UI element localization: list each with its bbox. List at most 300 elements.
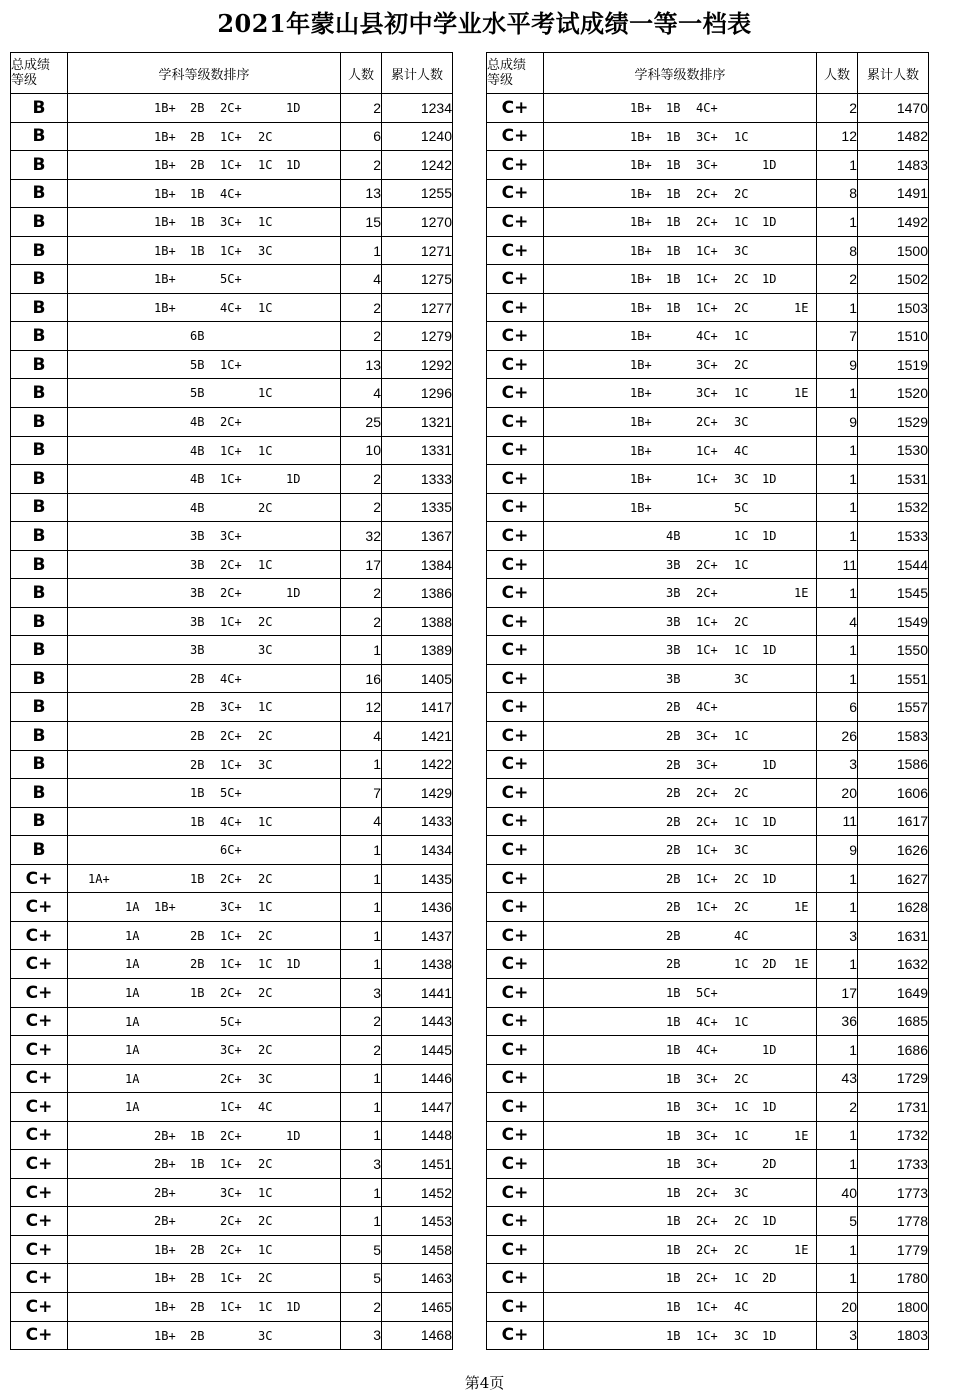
grade-token: 1B+ bbox=[630, 186, 652, 201]
table-row bbox=[487, 465, 929, 494]
grade-token: 3C+ bbox=[696, 386, 718, 401]
count-cell: 2 bbox=[341, 151, 382, 180]
count-cell: 2 bbox=[341, 465, 382, 494]
grade-header: 总成绩 等级 bbox=[11, 53, 68, 94]
count-cell: 1 bbox=[817, 1264, 858, 1293]
grade-token: 3C bbox=[734, 243, 749, 258]
table-row bbox=[487, 893, 929, 922]
cumulative-cell: 1388 bbox=[382, 607, 453, 636]
grade-cell: B bbox=[11, 493, 68, 522]
grade-token: 1C bbox=[734, 529, 749, 544]
grade-token: 2B bbox=[190, 928, 205, 943]
grade-cell: C+ bbox=[487, 151, 544, 180]
grade-cell: C+ bbox=[487, 1150, 544, 1179]
grade-cell: C+ bbox=[487, 807, 544, 836]
grade-token: 2B bbox=[190, 757, 205, 772]
count-cell: 1 bbox=[341, 836, 382, 865]
grade-cell: C+ bbox=[487, 265, 544, 294]
grade-cell: C+ bbox=[487, 893, 544, 922]
table-row bbox=[11, 1207, 453, 1236]
grade-cell: C+ bbox=[487, 836, 544, 865]
pattern-cell bbox=[544, 1207, 817, 1236]
count-cell: 8 bbox=[817, 179, 858, 208]
cumulative-cell: 1780 bbox=[858, 1264, 929, 1293]
grade-token: 1B bbox=[666, 1014, 681, 1029]
grade-token: 3C+ bbox=[696, 1100, 718, 1115]
grade-token: 1C+ bbox=[220, 129, 242, 144]
count-cell: 40 bbox=[817, 1178, 858, 1207]
cumulative-cell: 1441 bbox=[382, 978, 453, 1007]
table-row bbox=[487, 522, 929, 551]
cumulative-cell: 1617 bbox=[858, 807, 929, 836]
pattern-cell bbox=[68, 636, 341, 665]
grade-token: 1A bbox=[125, 1014, 140, 1029]
pattern-cell bbox=[68, 122, 341, 151]
grade-token: 2C bbox=[258, 729, 273, 744]
grade-token: 1C bbox=[734, 1014, 749, 1029]
grade-token: 1C bbox=[734, 329, 749, 344]
count-cell: 26 bbox=[817, 722, 858, 751]
pattern-cell bbox=[68, 1264, 341, 1293]
grade-token: 1B+ bbox=[630, 472, 652, 487]
cumulative-cell: 1434 bbox=[382, 836, 453, 865]
grade-cell: C+ bbox=[487, 722, 544, 751]
grade-cell: C+ bbox=[487, 522, 544, 551]
grade-token: 1B+ bbox=[630, 500, 652, 515]
table-row bbox=[487, 379, 929, 408]
grade-token: 2D bbox=[762, 957, 777, 972]
table-row bbox=[487, 807, 929, 836]
grade-cell: C+ bbox=[487, 1064, 544, 1093]
grade-cell: C+ bbox=[11, 950, 68, 979]
grade-token: 1C bbox=[258, 557, 273, 572]
grade-token: 3B bbox=[190, 557, 205, 572]
grade-cell: C+ bbox=[487, 950, 544, 979]
pattern-cell bbox=[544, 1093, 817, 1122]
grade-token: 2B bbox=[190, 1299, 205, 1314]
grade-token: 2B bbox=[666, 928, 681, 943]
count-cell: 2 bbox=[341, 1292, 382, 1321]
grade-token: 1D bbox=[762, 158, 777, 173]
count-cell: 9 bbox=[817, 350, 858, 379]
grade-cell: C+ bbox=[11, 1064, 68, 1093]
pattern-cell bbox=[544, 636, 817, 665]
grade-cell: C+ bbox=[487, 236, 544, 265]
grade-token: 1B+ bbox=[630, 329, 652, 344]
grade-token: 1B+ bbox=[630, 386, 652, 401]
grade-token: 1B+ bbox=[630, 443, 652, 458]
grade-token: 2D bbox=[762, 1157, 777, 1172]
table-row bbox=[487, 779, 929, 808]
left-table bbox=[10, 52, 453, 1350]
grade-token: 2B bbox=[190, 1242, 205, 1257]
cumulative-cell: 1429 bbox=[382, 779, 453, 808]
count-cell: 1 bbox=[817, 636, 858, 665]
table-row bbox=[487, 950, 929, 979]
grade-token: 3C bbox=[258, 757, 273, 772]
grade-token: 3B bbox=[666, 614, 681, 629]
grade-token: 2C+ bbox=[220, 729, 242, 744]
grade-token: 1B bbox=[666, 1043, 681, 1058]
table-row bbox=[487, 1235, 929, 1264]
grade-token: 1B+ bbox=[154, 1299, 176, 1314]
count-cell: 15 bbox=[341, 208, 382, 237]
count-cell: 1 bbox=[817, 664, 858, 693]
pattern-cell bbox=[544, 1235, 817, 1264]
count-cell: 1 bbox=[341, 921, 382, 950]
grade-token: 1D bbox=[762, 1100, 777, 1115]
cumulative-cell: 1389 bbox=[382, 636, 453, 665]
grade-token: 3C+ bbox=[696, 1128, 718, 1143]
cumulative-cell: 1384 bbox=[382, 550, 453, 579]
count-cell: 4 bbox=[341, 807, 382, 836]
count-cell: 17 bbox=[817, 978, 858, 1007]
grade-token: 1B+ bbox=[630, 129, 652, 144]
grade-token: 3B bbox=[666, 557, 681, 572]
grade-cell: B bbox=[11, 465, 68, 494]
grade-token: 2C bbox=[258, 1157, 273, 1172]
grade-cell: C+ bbox=[487, 1007, 544, 1036]
pattern-cell bbox=[68, 350, 341, 379]
grade-token: 1D bbox=[286, 586, 301, 601]
table-row bbox=[11, 1036, 453, 1065]
grade-token: 1B+ bbox=[630, 101, 652, 115]
grade-token: 3B bbox=[666, 671, 681, 686]
cumulative-cell: 1529 bbox=[858, 408, 929, 437]
count-cell: 11 bbox=[817, 807, 858, 836]
cumulative-cell: 1632 bbox=[858, 950, 929, 979]
cumulative-cell: 1483 bbox=[858, 151, 929, 180]
grade-token: 1C bbox=[258, 700, 273, 715]
table-row bbox=[11, 636, 453, 665]
grade-token: 1C+ bbox=[220, 614, 242, 629]
table-row bbox=[11, 836, 453, 865]
grade-token: 2B bbox=[666, 700, 681, 715]
pattern-cell bbox=[544, 836, 817, 865]
grade-cell: B bbox=[11, 322, 68, 351]
count-cell: 2 bbox=[341, 94, 382, 123]
grade-token: 2C bbox=[258, 1043, 273, 1058]
grade-token: 1B bbox=[666, 129, 681, 144]
grade-token: 5C bbox=[734, 500, 749, 515]
count-cell: 9 bbox=[817, 836, 858, 865]
grade-cell: C+ bbox=[487, 1207, 544, 1236]
table-row bbox=[11, 179, 453, 208]
grade-token: 1B bbox=[666, 1100, 681, 1115]
pattern-cell bbox=[68, 1292, 341, 1321]
table-row bbox=[11, 94, 453, 123]
grade-token: 4B bbox=[666, 529, 681, 544]
grade-token: 2B bbox=[190, 700, 205, 715]
grade-cell: C+ bbox=[487, 978, 544, 1007]
grade-token: 1B bbox=[666, 985, 681, 1000]
grade-cell: C+ bbox=[487, 1235, 544, 1264]
pattern-cell bbox=[68, 864, 341, 893]
grade-token: 1D bbox=[286, 101, 301, 115]
pattern-cell bbox=[544, 522, 817, 551]
grade-token: 1E bbox=[794, 586, 809, 601]
count-cell: 6 bbox=[817, 693, 858, 722]
grade-token: 1B+ bbox=[154, 1242, 176, 1257]
grade-cell: C+ bbox=[487, 664, 544, 693]
grade-token: 2C+ bbox=[220, 415, 242, 430]
grade-token: 1B bbox=[666, 1271, 681, 1286]
grade-token: 3C bbox=[258, 643, 273, 658]
grade-token: 1D bbox=[286, 1299, 301, 1314]
pattern-cell bbox=[544, 436, 817, 465]
pattern-cell bbox=[68, 94, 341, 123]
grade-token: 1D bbox=[286, 158, 301, 173]
grade-token: 2B+ bbox=[154, 1214, 176, 1229]
count-cell: 1 bbox=[817, 1121, 858, 1150]
table-row bbox=[11, 1007, 453, 1036]
grade-token: 1C bbox=[734, 814, 749, 829]
table-row bbox=[11, 265, 453, 294]
grade-cell: C+ bbox=[487, 1036, 544, 1065]
grade-cell: C+ bbox=[487, 1292, 544, 1321]
grade-token: 1E bbox=[794, 386, 809, 401]
table-row bbox=[11, 664, 453, 693]
grade-cell: B bbox=[11, 607, 68, 636]
table-row bbox=[11, 722, 453, 751]
pattern-cell bbox=[68, 1007, 341, 1036]
grade-token: 3B bbox=[190, 586, 205, 601]
pattern-cell bbox=[544, 550, 817, 579]
grade-token: 1B bbox=[666, 272, 681, 287]
grade-token: 2C+ bbox=[696, 1271, 718, 1286]
grade-cell: C+ bbox=[11, 1121, 68, 1150]
grade-cell: C+ bbox=[487, 1264, 544, 1293]
grade-token: 1C bbox=[258, 900, 273, 915]
grade-token: 1D bbox=[762, 1328, 777, 1343]
cumulative-cell: 1277 bbox=[382, 293, 453, 322]
pattern-cell bbox=[68, 579, 341, 608]
cumulative-cell: 1453 bbox=[382, 1207, 453, 1236]
count-cell: 1 bbox=[817, 522, 858, 551]
grade-token: 2B bbox=[190, 957, 205, 972]
cumulative-cell: 1779 bbox=[858, 1235, 929, 1264]
grade-cell: C+ bbox=[487, 864, 544, 893]
cumulative-cell: 1778 bbox=[858, 1207, 929, 1236]
count-cell: 7 bbox=[341, 779, 382, 808]
grade-token: 2B bbox=[190, 729, 205, 744]
grade-token: 1D bbox=[762, 272, 777, 287]
count-cell: 3 bbox=[341, 1150, 382, 1179]
grade-cell: B bbox=[11, 208, 68, 237]
count-cell: 5 bbox=[341, 1264, 382, 1293]
cumulative-cell: 1270 bbox=[382, 208, 453, 237]
cumulative-cell: 1627 bbox=[858, 864, 929, 893]
table-row bbox=[487, 1207, 929, 1236]
cumulative-cell: 1279 bbox=[382, 322, 453, 351]
pattern-cell bbox=[68, 465, 341, 494]
pattern-cell bbox=[544, 236, 817, 265]
cumulative-cell: 1451 bbox=[382, 1150, 453, 1179]
grade-token: 1C bbox=[258, 443, 273, 458]
cumulative-cell: 1557 bbox=[858, 693, 929, 722]
grade-token: 1C bbox=[734, 215, 749, 230]
count-cell: 1 bbox=[817, 379, 858, 408]
grade-token: 2B bbox=[666, 957, 681, 972]
grade-token: 3B bbox=[190, 643, 205, 658]
count-cell: 1 bbox=[341, 636, 382, 665]
count-cell: 2 bbox=[341, 1007, 382, 1036]
grade-token: 1B+ bbox=[630, 243, 652, 258]
table-row bbox=[487, 322, 929, 351]
grade-token: 2C bbox=[734, 186, 749, 201]
cumulative-cell: 1271 bbox=[382, 236, 453, 265]
count-cell: 5 bbox=[341, 1235, 382, 1264]
grade-token: 2C+ bbox=[220, 557, 242, 572]
count-cell: 36 bbox=[817, 1007, 858, 1036]
pattern-cell bbox=[68, 664, 341, 693]
count-cell: 1 bbox=[817, 1036, 858, 1065]
grade-token: 2B bbox=[666, 871, 681, 886]
count-cell: 1 bbox=[341, 950, 382, 979]
count-cell: 12 bbox=[817, 122, 858, 151]
grade-token: 1B+ bbox=[154, 1271, 176, 1286]
pattern-cell bbox=[544, 293, 817, 322]
table-row bbox=[11, 151, 453, 180]
grade-cell: C+ bbox=[11, 1321, 68, 1350]
cumulative-cell: 1240 bbox=[382, 122, 453, 151]
grade-token: 1E bbox=[794, 957, 809, 972]
cumulative-cell: 1732 bbox=[858, 1121, 929, 1150]
count-cell: 1 bbox=[341, 893, 382, 922]
grade-cell: C+ bbox=[487, 1321, 544, 1350]
grade-cell: C+ bbox=[487, 436, 544, 465]
grade-token: 1C bbox=[258, 215, 273, 230]
grade-token: 1D bbox=[286, 1128, 301, 1143]
grade-token: 4C+ bbox=[696, 1014, 718, 1029]
grade-token: 5C+ bbox=[220, 786, 242, 801]
cumulative-cell: 1234 bbox=[382, 94, 453, 123]
count-cell: 2 bbox=[341, 607, 382, 636]
grade-token: 2C+ bbox=[220, 1214, 242, 1229]
grade-cell: B bbox=[11, 151, 68, 180]
grade-token: 2B bbox=[666, 729, 681, 744]
table-row bbox=[487, 179, 929, 208]
pattern-cell bbox=[68, 950, 341, 979]
grade-token: 1B bbox=[666, 1242, 681, 1257]
table-row bbox=[11, 522, 453, 551]
grade-token: 4C+ bbox=[696, 700, 718, 715]
count-cell: 1 bbox=[341, 1064, 382, 1093]
grade-token: 2B bbox=[190, 101, 205, 115]
count-cell: 7 bbox=[817, 322, 858, 351]
pattern-cell bbox=[544, 1321, 817, 1350]
grade-token: 3C bbox=[734, 1328, 749, 1343]
pattern-cell bbox=[544, 693, 817, 722]
grade-token: 1A bbox=[125, 985, 140, 1000]
cumulative-cell: 1492 bbox=[858, 208, 929, 237]
pattern-cell bbox=[544, 864, 817, 893]
grade-token: 1B bbox=[666, 158, 681, 173]
table-row bbox=[11, 465, 453, 494]
table-row bbox=[487, 1036, 929, 1065]
grade-token: 1C+ bbox=[696, 643, 718, 658]
count-header: 人数 bbox=[817, 53, 858, 94]
table-row bbox=[487, 436, 929, 465]
grade-token: 1B+ bbox=[154, 243, 176, 258]
grade-cell: C+ bbox=[487, 1178, 544, 1207]
grade-token: 2B bbox=[190, 1271, 205, 1286]
cumulative-cell: 1519 bbox=[858, 350, 929, 379]
grade-token: 1B+ bbox=[630, 357, 652, 372]
grade-cell: B bbox=[11, 522, 68, 551]
grade-token: 1D bbox=[762, 871, 777, 886]
count-cell: 1 bbox=[817, 1150, 858, 1179]
grade-token: 1A bbox=[125, 957, 140, 972]
cumulative-cell: 1470 bbox=[858, 94, 929, 123]
grade-token: 1B bbox=[666, 300, 681, 315]
grade-token: 1B+ bbox=[154, 272, 176, 287]
grade-token: 1C bbox=[734, 1100, 749, 1115]
pattern-cell bbox=[544, 893, 817, 922]
grade-token: 3C+ bbox=[696, 1071, 718, 1086]
grade-token: 1C bbox=[258, 1299, 273, 1314]
grade-token: 3C bbox=[258, 1328, 273, 1343]
grade-token: 2C bbox=[258, 614, 273, 629]
grade-token: 3C bbox=[258, 1071, 273, 1086]
table-row bbox=[11, 950, 453, 979]
grade-cell: C+ bbox=[11, 1207, 68, 1236]
cumulative-cell: 1422 bbox=[382, 750, 453, 779]
pattern-cell bbox=[544, 1150, 817, 1179]
grade-token: 3B bbox=[666, 586, 681, 601]
pattern-cell bbox=[544, 1121, 817, 1150]
pattern-cell bbox=[68, 493, 341, 522]
pattern-cell bbox=[544, 978, 817, 1007]
grade-token: 1E bbox=[794, 1242, 809, 1257]
grade-cell: B bbox=[11, 807, 68, 836]
grade-token: 1C+ bbox=[220, 1157, 242, 1172]
grade-token: 4B bbox=[190, 472, 205, 487]
grade-cell: B bbox=[11, 122, 68, 151]
grade-cell: B bbox=[11, 636, 68, 665]
grade-token: 1C bbox=[258, 386, 273, 401]
grade-token: 1B bbox=[190, 814, 205, 829]
pattern-cell bbox=[68, 1121, 341, 1150]
grade-token: 4B bbox=[190, 415, 205, 430]
pattern-cell bbox=[544, 579, 817, 608]
grade-cell: C+ bbox=[11, 1036, 68, 1065]
cumulative-cell: 1533 bbox=[858, 522, 929, 551]
count-cell: 1 bbox=[817, 950, 858, 979]
pattern-cell bbox=[68, 436, 341, 465]
cumulative-cell: 1447 bbox=[382, 1093, 453, 1122]
grade-token: 1B bbox=[666, 1328, 681, 1343]
pattern-cell bbox=[68, 408, 341, 437]
pattern-cell bbox=[544, 322, 817, 351]
table-row bbox=[11, 807, 453, 836]
grade-token: 2C+ bbox=[696, 586, 718, 601]
count-cell: 10 bbox=[341, 436, 382, 465]
pattern-cell bbox=[544, 807, 817, 836]
grade-token: 3C+ bbox=[696, 729, 718, 744]
grade-token: 1C+ bbox=[220, 1100, 242, 1115]
pattern-cell bbox=[68, 836, 341, 865]
pattern-header: 学科等级数排序 bbox=[68, 53, 341, 94]
grade-token: 2C+ bbox=[696, 186, 718, 201]
cumulative-cell: 1586 bbox=[858, 750, 929, 779]
count-cell: 3 bbox=[341, 1321, 382, 1350]
count-cell: 4 bbox=[817, 607, 858, 636]
cumulative-cell: 1800 bbox=[858, 1292, 929, 1321]
pattern-cell bbox=[68, 921, 341, 950]
table-row bbox=[487, 1064, 929, 1093]
grade-token: 1B bbox=[666, 1157, 681, 1172]
